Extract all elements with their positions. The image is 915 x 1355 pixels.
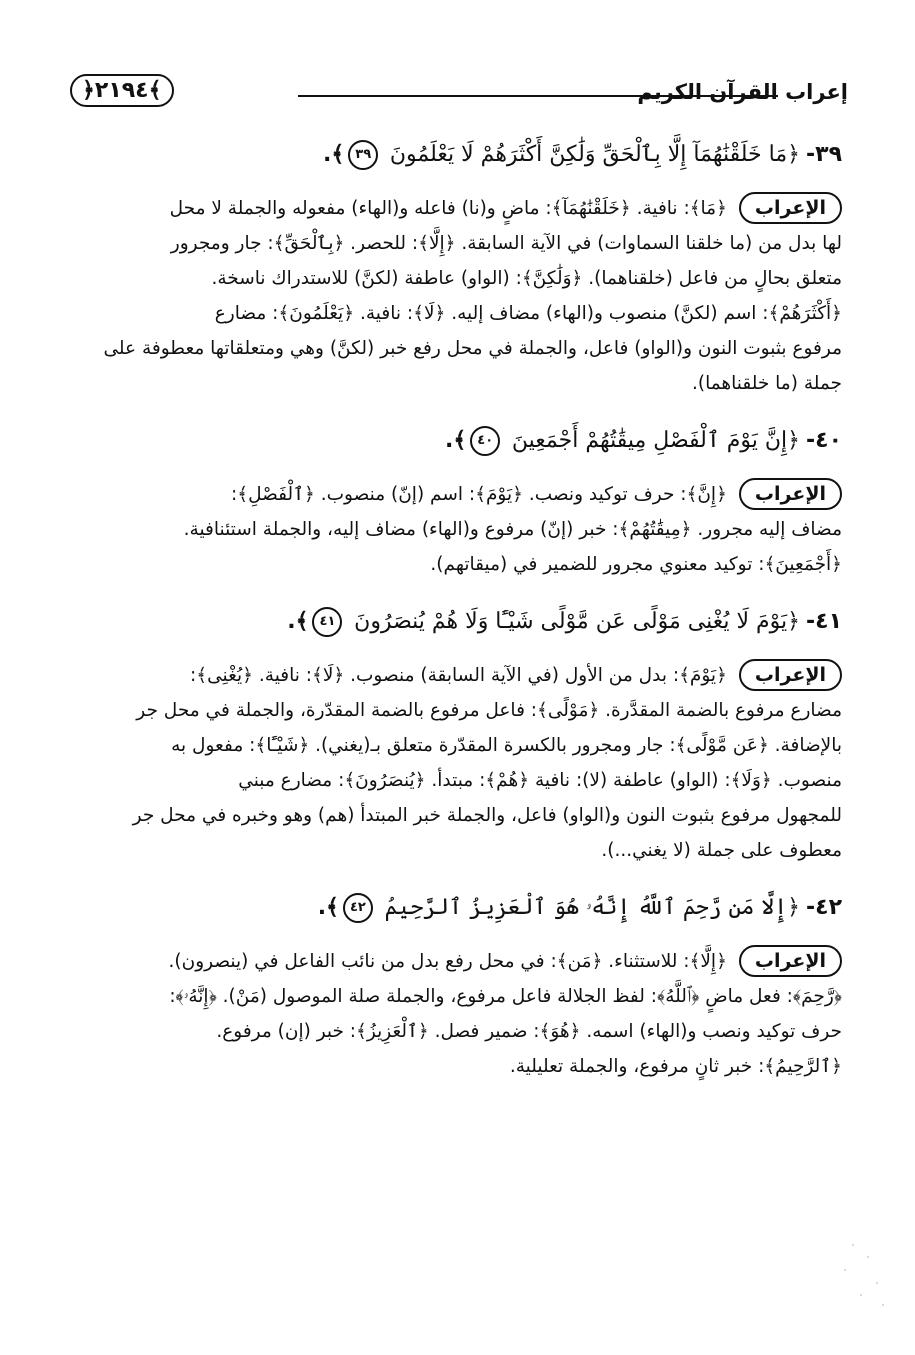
page-number: ﴿٢١٩٤﴾: [70, 74, 174, 107]
ayah-number-mark: ٣٩: [348, 140, 378, 170]
irab-label: الإعراب: [739, 478, 842, 510]
irab-line: ﴿أَكْثَرَهُمْ﴾: اسم (لكنَّ) منصوب و(الهاء) مضاف إليه. ﴿لَا﴾: نافية. ﴿يَعْلَمُونَ﴾: مضارع: [214, 303, 842, 324]
irab-line: منصوب. ﴿وَلَا﴾: (الواو) عاطفة (لا): نافية ﴿هُمْ﴾: مبتدأ. ﴿يُنصَرُونَ﴾: مضارع مبني: [238, 770, 842, 791]
irab-line: بالإضافة. ﴿عَن مَّوْلًى﴾: جار ومجرور بالكسرة المقدّرة متعلق بـ(يغني). ﴿شَيْـًٔا﴾: مفعول به: [171, 735, 842, 756]
verse-text: ﴿إِلَّا مَن رَّحِمَ ٱللَّهُ إِنَّهُۥ هُوَ ٱلْعَزِيزُ ٱلرَّحِيمُ: [384, 895, 800, 920]
verse-end: ﴾.: [322, 142, 345, 167]
irab-block-42: [72, 944, 842, 1084]
book-title: إعراب القرآن الكريم: [637, 80, 848, 104]
irab-line: مضارع مرفوع بالضمة المقدَّرة. ﴿مَوْلًى﴾: فاعل مرفوع بالضمة المقدّرة، والجملة في محل جر: [136, 700, 842, 721]
page-content: [72, 135, 842, 1104]
irab-line: مضاف إليه مجرور. ﴿مِيقَٰتُهُمْ﴾: خبر (إنّ) مرفوع و(الهاء) مضاف إليه، والجملة استئنافية.: [183, 519, 842, 540]
irab-line: الإعراب﴿يَوْمَ﴾: بدل من الأول (في الآية السابقة) منصوب. ﴿لَا﴾: نافية. ﴿يُغْنِى﴾:: [72, 658, 842, 693]
irab-line: الإعراب﴿إِلَّا﴾: للاستثناء. ﴿مَن﴾: في محل رفع بدل من نائب الفاعل في (ينصرون).: [72, 944, 842, 979]
irab-line: معطوف على جملة (لا يغني...).: [601, 840, 842, 861]
ayah-number-mark: ٤٠: [470, 426, 500, 456]
irab-line: الإعراب﴿مَا﴾: نافية. ﴿خَلَقْنَٰهُمَآ﴾: ماضٍ و(نا) فاعله و(الهاء) مفعوله والجملة لا محل: [72, 191, 842, 226]
irab-line: الإعراب﴿إِنَّ﴾: حرف توكيد ونصب. ﴿يَوْمَ﴾: اسم (إنّ) منصوب. ﴿ٱلْفَصْلِ﴾:: [72, 477, 842, 512]
verse-number: ٣٩-: [806, 142, 842, 167]
irab-line: ﴿أَجْمَعِينَ﴾: توكيد معنوي مجرور للضمير في (ميقاتهم).: [430, 554, 842, 575]
verse-end: ﴾.: [287, 609, 309, 634]
verse-39: [72, 135, 842, 175]
verse-text: ﴿إِنَّ يَوْمَ ٱلْفَصْلِ مِيقَٰتُهُمْ أَجْمَعِينَ: [511, 428, 800, 453]
ayah-number-mark: ٤٢: [343, 893, 373, 923]
irab-line: لها بدل من (ما خلقنا السماوات) في الآية السابقة. ﴿إِلَّا﴾: للحصر. ﴿بِٱلْحَقِّ﴾: جار ومجرور: [170, 233, 842, 254]
irab-label: الإعراب: [739, 659, 842, 691]
irab-label: الإعراب: [739, 192, 842, 224]
ayah-number-mark: ٤١: [312, 607, 342, 637]
irab-line: مرفوع بثبوت النون و(الواو) فاعل، والجملة في محل رفع خبر (لكنَّ) وهي ومتعلقاتها معطوفة على: [103, 338, 842, 359]
irab-block-40: [72, 477, 842, 582]
irab-line: ﴿رَّحِمَ﴾: فعل ماضٍ ﴿ٱللَّهُ﴾: لفظ الجلالة فاعل مرفوع، والجملة صلة الموصول (مَنْ). ﴿إِنَّهُۥ﴾:: [169, 986, 842, 1007]
verse-end: ﴾.: [444, 428, 467, 453]
verse-42: [72, 888, 842, 928]
irab-line: حرف توكيد ونصب و(الهاء) اسمه. ﴿هُوَ﴾: ضمير فصل. ﴿ٱلْعَزِيزُ﴾: خبر (إن) مرفوع.: [216, 1021, 842, 1042]
verse-text: ﴿مَا خَلَقْنَٰهُمَآ إِلَّا بِٱلْحَقِّ وَلَٰكِنَّ أَكْثَرَهُمْ لَا يَعْلَمُونَ: [389, 142, 800, 167]
verse-number: ٤٢-: [806, 895, 842, 920]
page-header: [70, 70, 848, 120]
irab-label: الإعراب: [739, 945, 842, 977]
verse-text: ﴿يَوْمَ لَا يُغْنِى مَوْلًى عَن مَّوْلًى شَيْـًٔا وَلَا هُمْ يُنصَرُونَ: [354, 609, 800, 634]
irab-line: متعلق بحالٍ من فاعل (خلقناهما). ﴿وَلَٰكِنَّ﴾: (الواو) عاطفة (لكنَّ) للاستدراك ناسخة.: [211, 268, 842, 289]
scan-speckle: [833, 1235, 893, 1315]
irab-block-41: [72, 658, 842, 868]
verse-41: [72, 602, 842, 642]
verse-number: ٤١-: [806, 609, 842, 634]
verse-number: ٤٠-: [806, 428, 842, 453]
irab-line: جملة (ما خلقناهما).: [691, 373, 842, 394]
verse-40: [72, 421, 842, 461]
irab-block-39: [72, 191, 842, 401]
verse-end: ﴾.: [317, 895, 339, 920]
irab-line: ﴿ٱلرَّحِيمُ﴾: خبر ثانٍ مرفوع، والجملة تعليلية.: [509, 1056, 842, 1077]
irab-line: للمجهول مرفوع بثبوت النون و(الواو) فاعل، والجملة خبر المبتدأ (هم) وهو وخبره في محل جر: [132, 805, 842, 826]
